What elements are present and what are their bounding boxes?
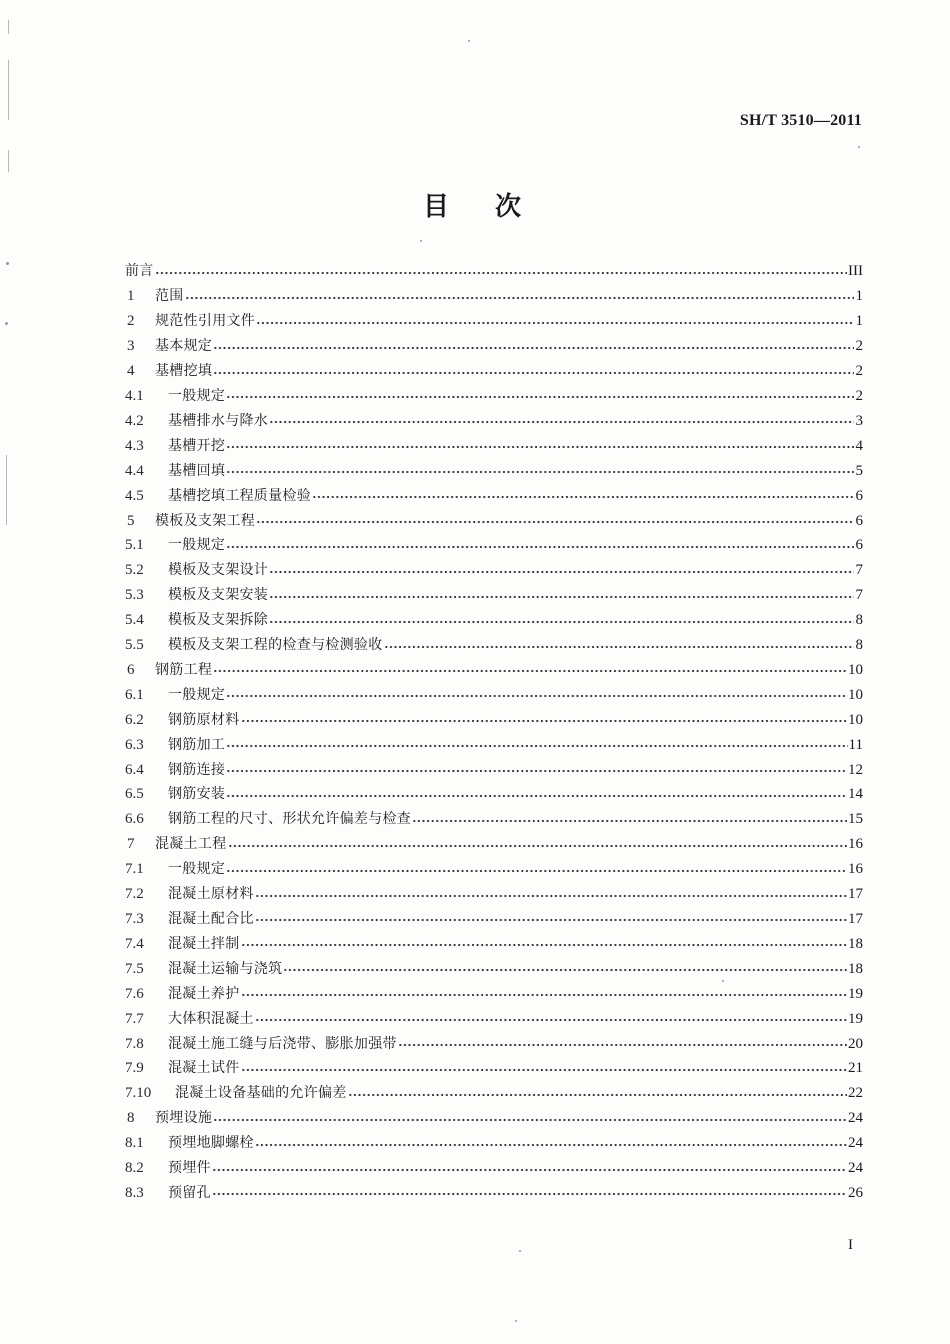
toc-entry-page: 16 xyxy=(848,861,863,878)
toc-entry-number: 7.6 xyxy=(125,985,144,1002)
toc-entry[interactable] xyxy=(125,1131,863,1156)
toc-entry-number: 5.1 xyxy=(125,537,144,554)
scan-speck xyxy=(468,40,470,42)
toc-entry-title: 钢筋工程 xyxy=(155,661,213,678)
toc-entry[interactable] xyxy=(125,1081,863,1106)
toc-entry-number: 5 xyxy=(127,512,135,529)
toc-leader-dots xyxy=(269,417,854,427)
toc-entry-title: 钢筋加工 xyxy=(168,736,226,753)
toc-entry-title: 混凝土试件 xyxy=(168,1060,240,1077)
toc-entry-number: 7.9 xyxy=(125,1060,144,1077)
toc-entry-title: 一般规定 xyxy=(168,686,226,703)
toc-leader-dots xyxy=(185,293,854,303)
toc-entry[interactable] xyxy=(125,1006,863,1031)
toc-entry-page: 18 xyxy=(848,935,863,952)
toc-entry-number: 4.5 xyxy=(125,487,144,504)
toc-entry[interactable] xyxy=(125,284,863,309)
toc-entry-title: 基槽排水与降水 xyxy=(168,412,269,429)
toc-entry-page: 7 xyxy=(855,587,863,604)
toc-entry-title: 一般规定 xyxy=(168,861,226,878)
toc-leader-dots xyxy=(255,1015,847,1025)
toc-entry-number: 7.3 xyxy=(125,911,144,928)
toc-entry-number: 2 xyxy=(127,313,135,330)
toc-entry-page: 3 xyxy=(855,412,863,429)
scan-speck xyxy=(5,322,8,325)
toc-entry[interactable] xyxy=(125,1181,863,1206)
toc-entry-page: 5 xyxy=(855,462,863,479)
toc-entry[interactable] xyxy=(125,558,863,583)
toc-entry[interactable] xyxy=(125,807,863,832)
toc-leader-dots xyxy=(213,1115,847,1125)
toc-entry-title: 模板及支架工程的检查与检测验收 xyxy=(168,637,383,654)
toc-leader-dots xyxy=(269,592,854,602)
toc-leader-dots xyxy=(312,492,854,502)
toc-entry-page: 16 xyxy=(848,836,863,853)
toc-entry[interactable] xyxy=(125,1031,863,1056)
toc-leader-dots xyxy=(212,1165,847,1175)
toc-entry-number: 5.3 xyxy=(125,587,144,604)
toc-entry-title: 钢筋原材料 xyxy=(168,711,240,728)
toc-entry-page: 10 xyxy=(848,686,863,703)
toc-entry[interactable] xyxy=(125,483,863,508)
toc-leader-dots xyxy=(241,940,848,950)
toc-entry[interactable] xyxy=(125,608,863,633)
toc-leader-dots xyxy=(255,891,847,901)
toc-entry-page: 1 xyxy=(855,288,863,305)
toc-entry-number: 8.2 xyxy=(125,1160,144,1177)
toc-entry[interactable] xyxy=(125,782,863,807)
toc-entry-page: 21 xyxy=(848,1060,863,1077)
toc-leader-dots xyxy=(226,542,854,552)
toc-entry-page: 7 xyxy=(855,562,863,579)
toc-entry-page: 12 xyxy=(848,761,863,778)
toc-leader-dots xyxy=(348,1090,847,1100)
toc-entry-page: 2 xyxy=(855,387,863,404)
toc-entry[interactable] xyxy=(125,1056,863,1081)
toc-entry-title: 规范性引用文件 xyxy=(155,313,256,330)
toc-entry-number: 6 xyxy=(127,661,135,678)
table-of-contents xyxy=(125,259,863,1205)
scan-edge-mark xyxy=(8,60,9,120)
toc-entry-number: 7.10 xyxy=(125,1085,152,1102)
toc-leader-dots xyxy=(226,741,847,751)
toc-entry-page: 10 xyxy=(848,661,863,678)
toc-entry-number: 4.1 xyxy=(125,387,144,404)
toc-entry-page: 18 xyxy=(848,960,863,977)
scan-edge-mark xyxy=(8,150,9,172)
toc-entry-page: 8 xyxy=(855,612,863,629)
toc-leader-dots xyxy=(412,816,847,826)
toc-entry-number: 4.4 xyxy=(125,462,144,479)
toc-entry[interactable] xyxy=(125,433,863,458)
toc-entry[interactable] xyxy=(125,732,863,757)
toc-entry[interactable] xyxy=(125,359,863,384)
toc-entry-page: 26 xyxy=(848,1184,863,1201)
toc-leader-dots xyxy=(226,791,847,801)
toc-entry-title: 基槽开挖 xyxy=(168,437,226,454)
toc-entry-number: 4.2 xyxy=(125,412,144,429)
toc-entry[interactable] xyxy=(125,259,863,284)
toc-entry[interactable] xyxy=(125,882,863,907)
scan-speck xyxy=(858,146,860,148)
toc-entry-number: 8.1 xyxy=(125,1135,144,1152)
toc-entry-number: 6.3 xyxy=(125,736,144,753)
toc-leader-dots xyxy=(241,716,848,726)
toc-entry-number: 7.4 xyxy=(125,935,144,952)
toc-entry-page: 19 xyxy=(848,1010,863,1027)
toc-entry-title: 混凝土运输与浇筑 xyxy=(168,960,283,977)
toc-entry[interactable] xyxy=(125,533,863,558)
toc-entry-title: 混凝土工程 xyxy=(155,836,227,853)
toc-leader-dots xyxy=(255,1140,847,1150)
toc-entry[interactable] xyxy=(125,658,863,683)
toc-entry-number: 6.5 xyxy=(125,786,144,803)
toc-entry-number: 6.6 xyxy=(125,811,144,828)
toc-entry[interactable] xyxy=(125,1106,863,1131)
toc-entry-page: 22 xyxy=(848,1085,863,1102)
toc-entry-title: 模板及支架安装 xyxy=(168,587,269,604)
toc-entry-title: 模板及支架工程 xyxy=(155,512,256,529)
toc-entry-title: 预埋设施 xyxy=(155,1110,213,1127)
toc-entry-number: 5.2 xyxy=(125,562,144,579)
toc-entry-title: 钢筋安装 xyxy=(168,786,226,803)
toc-entry[interactable] xyxy=(125,458,863,483)
scan-edge-mark xyxy=(6,455,7,525)
toc-entry[interactable] xyxy=(125,309,863,334)
toc-entry-title: 大体积混凝土 xyxy=(168,1010,254,1027)
toc-entry-title: 混凝土施工缝与后浇带、膨胀加强带 xyxy=(168,1035,397,1052)
toc-entry-number: 7.5 xyxy=(125,960,144,977)
toc-entry-title: 预埋地脚螺栓 xyxy=(168,1135,254,1152)
toc-entry-number: 7.8 xyxy=(125,1035,144,1052)
toc-entry[interactable] xyxy=(125,907,863,932)
toc-entry[interactable] xyxy=(125,408,863,433)
standard-code: SH/T 3510—2011 xyxy=(739,112,862,129)
toc-entry-title: 模板及支架设计 xyxy=(168,562,269,579)
toc-leader-dots xyxy=(226,467,854,477)
toc-entry-number: 7.2 xyxy=(125,886,144,903)
toc-entry-page: 4 xyxy=(855,437,863,454)
toc-entry-number: 7.7 xyxy=(125,1010,144,1027)
toc-entry-number: 6.4 xyxy=(125,761,144,778)
toc-leader-dots xyxy=(226,392,854,402)
toc-entry-page: 19 xyxy=(848,985,863,1002)
scan-speck xyxy=(6,262,9,265)
toc-entry-page: 1 xyxy=(855,313,863,330)
toc-entry[interactable] xyxy=(125,832,863,857)
toc-entry-number: 8 xyxy=(127,1110,135,1127)
toc-entry-page: 10 xyxy=(848,711,863,728)
toc-entry-title: 基本规定 xyxy=(155,338,213,355)
toc-leader-dots xyxy=(213,343,854,353)
toc-leader-dots xyxy=(226,766,847,776)
scan-edge-mark xyxy=(8,20,9,34)
toc-entry-title: 基槽挖填 xyxy=(155,363,213,380)
toc-leader-dots xyxy=(226,691,847,701)
toc-entry-page: 17 xyxy=(848,886,863,903)
toc-leader-dots xyxy=(226,442,854,452)
toc-entry-page: 6 xyxy=(855,537,863,554)
toc-leader-dots xyxy=(241,1065,848,1075)
toc-leader-dots xyxy=(255,915,847,925)
toc-leader-dots xyxy=(228,841,848,851)
toc-entry-title: 前言 xyxy=(125,263,154,280)
toc-leader-dots xyxy=(283,965,847,975)
toc-leader-dots xyxy=(213,368,854,378)
toc-leader-dots xyxy=(256,517,854,527)
toc-entry-title: 混凝土设备基础的允许偏差 xyxy=(175,1085,347,1102)
toc-entry[interactable] xyxy=(125,334,863,359)
toc-entry-page: III xyxy=(848,263,863,280)
scan-speck xyxy=(515,1320,517,1322)
toc-entry-page: 20 xyxy=(848,1035,863,1052)
toc-leader-dots xyxy=(384,642,855,652)
toc-entry-number: 7 xyxy=(127,836,135,853)
toc-entry-title: 预留孔 xyxy=(168,1184,211,1201)
toc-entry[interactable] xyxy=(125,981,863,1006)
toc-entry-number: 4 xyxy=(127,363,135,380)
toc-entry-title: 预埋件 xyxy=(168,1160,211,1177)
toc-entry-page: 6 xyxy=(855,512,863,529)
toc-leader-dots xyxy=(226,866,847,876)
toc-entry-number: 8.3 xyxy=(125,1184,144,1201)
toc-entry[interactable] xyxy=(125,508,863,533)
toc-entry-number: 7.1 xyxy=(125,861,144,878)
scan-speck xyxy=(420,240,422,242)
toc-entry[interactable] xyxy=(125,633,863,658)
toc-leader-dots xyxy=(155,268,847,278)
page-number: I xyxy=(848,1237,853,1253)
toc-leader-dots xyxy=(241,990,848,1000)
toc-entry-title: 模板及支架拆除 xyxy=(168,612,269,629)
toc-entry-number: 6.2 xyxy=(125,711,144,728)
toc-entry-title: 一般规定 xyxy=(168,387,226,404)
toc-entry-title: 钢筋工程的尺寸、形状允许偏差与检查 xyxy=(168,811,412,828)
toc-leader-dots xyxy=(212,1189,847,1199)
toc-entry-number: 4.3 xyxy=(125,437,144,454)
toc-entry-title: 混凝土原材料 xyxy=(168,886,254,903)
toc-entry[interactable] xyxy=(125,583,863,608)
toc-entry-page: 11 xyxy=(848,736,863,753)
toc-entry[interactable] xyxy=(125,757,863,782)
toc-entry-title: 范围 xyxy=(155,288,184,305)
toc-leader-dots xyxy=(256,318,854,328)
toc-entry-page: 8 xyxy=(855,637,863,654)
toc-entry[interactable] xyxy=(125,682,863,707)
page-title: 目次 xyxy=(422,192,567,222)
toc-leader-dots xyxy=(269,617,854,627)
toc-entry[interactable] xyxy=(125,956,863,981)
toc-entry-page: 15 xyxy=(848,811,863,828)
toc-entry[interactable] xyxy=(125,931,863,956)
toc-entry-page: 24 xyxy=(848,1135,863,1152)
toc-entry-title: 基槽挖填工程质量检验 xyxy=(168,487,311,504)
toc-entry-number: 5.5 xyxy=(125,637,144,654)
toc-entry-page: 14 xyxy=(848,786,863,803)
toc-entry-title: 基槽回填 xyxy=(168,462,226,479)
toc-entry-title: 一般规定 xyxy=(168,537,226,554)
toc-entry-page: 24 xyxy=(848,1160,863,1177)
toc-entry-page: 6 xyxy=(855,487,863,504)
toc-entry[interactable] xyxy=(125,857,863,882)
toc-entry-number: 5.4 xyxy=(125,612,144,629)
toc-entry-number: 3 xyxy=(127,338,135,355)
toc-entry-title: 混凝土配合比 xyxy=(168,911,254,928)
toc-entry-title: 混凝土养护 xyxy=(168,985,240,1002)
toc-entry-page: 17 xyxy=(848,911,863,928)
scan-speck xyxy=(519,1250,521,1252)
toc-entry-title: 混凝土拌制 xyxy=(168,935,240,952)
toc-entry-number: 1 xyxy=(127,288,135,305)
toc-leader-dots xyxy=(213,666,847,676)
toc-entry[interactable] xyxy=(125,707,863,732)
toc-entry[interactable] xyxy=(125,1156,863,1181)
toc-entry-page: 2 xyxy=(855,363,863,380)
toc-entry-title: 钢筋连接 xyxy=(168,761,226,778)
toc-entry-number: 6.1 xyxy=(125,686,144,703)
toc-entry-page: 2 xyxy=(855,338,863,355)
toc-entry[interactable] xyxy=(125,384,863,409)
toc-entry-page: 24 xyxy=(848,1110,863,1127)
toc-leader-dots xyxy=(269,567,854,577)
toc-leader-dots xyxy=(398,1040,847,1050)
